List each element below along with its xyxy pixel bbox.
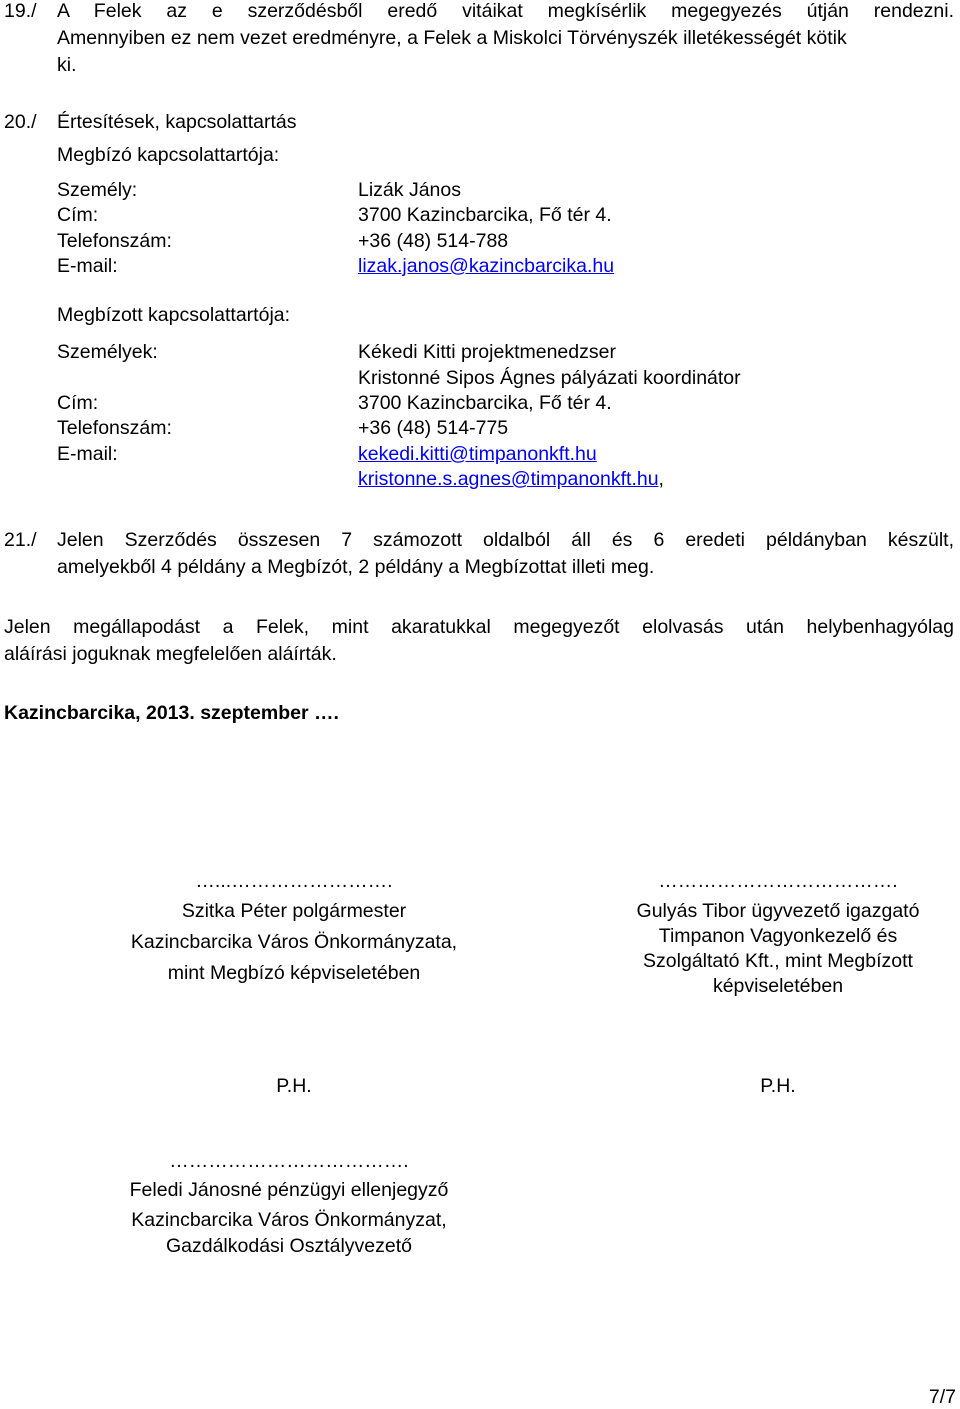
client-email-label: E-mail: [57,255,118,277]
section-20-number: 20./ [4,111,37,133]
section-19-line-1: A Felek az e szerződésből eredő vitáikat megkísérlik megegyezés útján rendezni. [57,0,954,22]
section-21-number: 21./ [4,529,37,551]
section-20-title: Értesítések, kapcsolattartás [57,111,297,133]
section-19-number: 19./ [4,0,37,22]
client-person-label: Személy: [57,179,138,201]
agent-person-1: Kékedi Kitti projektmenedzser [358,341,616,363]
signature-bottom-role: Gazdálkodási Osztályvezető [165,1235,413,1257]
signature-left-stamp: P.H. [276,1075,312,1097]
client-address-value: 3700 Kazincbarcika, Fő tér 4. [358,204,612,226]
signature-left-role: mint Megbízó képviseletében [167,962,421,984]
agent-email-link-2[interactable]: kristonne.s.agnes@timpanonkft.hu [358,468,659,490]
signature-left-dots: …...……………………. [195,870,393,892]
agent-email-2 [358,468,664,491]
agent-address-value: 3700 Kazincbarcika, Fő tér 4. [358,392,612,414]
client-person-value: Lizák János [358,179,461,201]
agent-email-2-suffix: , [658,468,664,490]
signature-left-org: Kazincbarcika Város Önkormányzata, [130,931,458,953]
client-email-link[interactable]: lizak.janos@kazincbarcika.hu [358,255,615,277]
signature-right-org-2: Szolgáltató Kft., mint Megbízott [643,950,913,972]
signature-bottom-name: Feledi Jánosné pénzügyi ellenjegyző [129,1179,449,1201]
signature-right-name: Gulyás Tibor ügyvezető igazgató [636,900,920,922]
agent-phone-value: +36 (48) 514-775 [358,417,509,439]
place-date: Kazincbarcika, 2013. szeptember …. [4,702,339,724]
agent-email-label: E-mail: [57,443,118,465]
signature-bottom-dots: ………………………………. [169,1150,409,1172]
signature-left-name: Szitka Péter polgármester [181,900,407,922]
section-19-line-3: ki. [57,54,77,76]
client-phone-value: +36 (48) 514-788 [358,230,509,252]
agent-phone-label: Telefonszám: [57,417,172,439]
agent-address-label: Cím: [57,392,99,414]
closing-line-1: Jelen megállapodást a Felek, mint akaratukkal megegyezőt elolvasás után helybenhagyólag [4,616,954,638]
agent-contact-heading: Megbízott kapcsolattartója: [57,304,291,326]
closing-line-2: aláírási joguknak megfelelően aláírták. [4,643,337,665]
signature-bottom-org: Kazincbarcika Város Önkormányzat, [131,1209,447,1231]
client-address-label: Cím: [57,204,99,226]
section-19-line-2: Amennyiben ez nem vezet eredményre, a Felek a Miskolci Törvényszék illetékességét kötik [57,27,847,49]
signature-right-org-1: Timpanon Vagyonkezelő és [658,925,898,947]
signature-right-dots: ………………………………. [658,870,898,892]
client-contact-heading: Megbízó kapcsolattartója: [57,144,280,166]
section-21-line-2: amelyekből 4 példány a Megbízót, 2 példány a Megbízottat illeti meg. [57,556,655,578]
page-number: 7/7 [928,1386,956,1408]
signature-right-stamp: P.H. [760,1075,796,1097]
client-phone-label: Telefonszám: [57,230,172,252]
signature-right-role: képviseletében [712,975,844,997]
agent-person-2: Kristonné Sipos Ágnes pályázati koordinátor [358,367,741,389]
section-21-line-1: Jelen Szerződés összesen 7 számozott oldalból áll és 6 eredeti példányban készült, [57,529,954,551]
agent-persons-label: Személyek: [57,341,158,363]
agent-email-link-1[interactable]: kekedi.kitti@timpanonkft.hu [358,443,597,465]
